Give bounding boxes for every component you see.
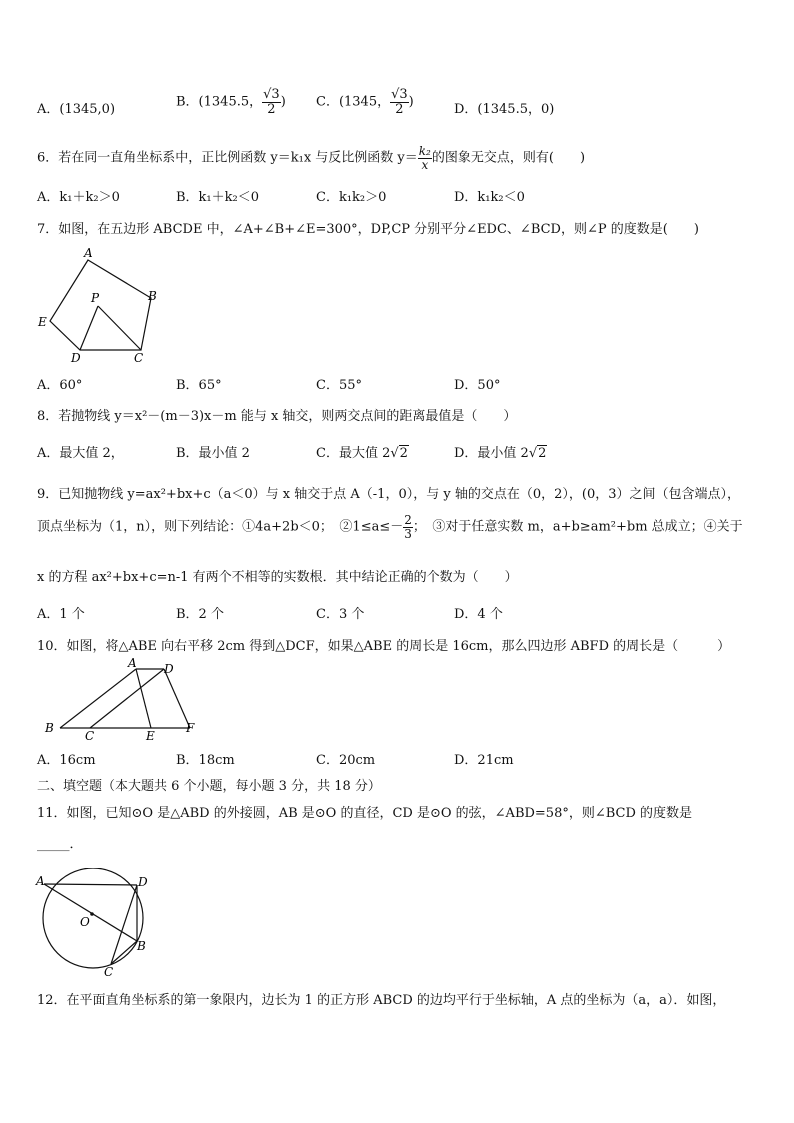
q11-center-point xyxy=(90,912,94,916)
q5-option-c xyxy=(316,88,414,116)
q10-option-a: A．16cm xyxy=(37,753,96,768)
q10-label-d: D xyxy=(164,662,174,676)
q8-option-b: B．最小值 2 xyxy=(176,446,250,461)
q11-stem: 11．如图，已知⊙O 是△ABD 的外接圆，AB 是⊙O 的直径，CD 是⊙O 的弦，∠ABD=58°，则∠BCD 的度数是 xyxy=(37,806,693,821)
q11-label-o: O xyxy=(80,915,90,929)
q6-option-c: C．k₁k₂＞0 xyxy=(316,190,387,205)
q5-option-b-suffix: ) xyxy=(280,94,286,110)
q7-option-a: A．60° xyxy=(37,378,83,393)
q9-line-2 xyxy=(37,514,743,540)
q9-option-c: C．3 个 xyxy=(316,607,365,622)
q9-option-a: A．1 个 xyxy=(37,607,85,622)
q6-option-b: B．k₁＋k₂＜0 xyxy=(176,190,260,205)
q5-option-d: D．(1345.5，0) xyxy=(454,102,555,117)
q5-option-b-prefix: B．(1345.5， xyxy=(176,94,263,110)
q7-pentagon xyxy=(50,260,151,350)
q9-option-b: B．2 个 xyxy=(176,607,224,622)
q11-circle-figure xyxy=(34,868,156,978)
q10-segment-cd xyxy=(90,669,164,728)
q6-fraction xyxy=(418,145,432,171)
q9-fraction-numerator: 2 xyxy=(404,513,412,527)
q7-segment-dp xyxy=(80,306,98,350)
q5-option-b xyxy=(176,88,286,116)
q5-option-c-fraction xyxy=(390,88,409,116)
q10-label-f: F xyxy=(186,721,195,735)
q7-label-a: A xyxy=(84,246,93,260)
q11-answer-blank: _____． xyxy=(37,837,83,852)
q5-option-c-denominator: 2 xyxy=(395,101,404,117)
q11-label-c: C xyxy=(104,965,114,978)
q8-option-a: A．最大值 2， xyxy=(37,446,124,461)
q5-option-a: A．(1345,0) xyxy=(37,102,116,117)
q5-option-c-prefix: C．(1345， xyxy=(316,94,391,110)
q10-option-c: C．20cm xyxy=(316,753,376,768)
q11-label-d: D xyxy=(138,875,148,889)
q9-option-d: D．4 个 xyxy=(454,607,503,622)
q11-segment-ad xyxy=(44,884,137,885)
q7-option-b: B．65° xyxy=(176,378,222,393)
q11-label-b: B xyxy=(137,939,146,953)
q10-option-b: B．18cm xyxy=(176,753,235,768)
q10-option-d: D．21cm xyxy=(454,753,514,768)
q5-option-c-suffix: ) xyxy=(408,94,414,110)
q7-option-c: C．55° xyxy=(316,378,362,393)
q5-option-c-numerator: √3 xyxy=(391,87,408,102)
q7-stem: 7．如图，在五边形 ABCDE 中，∠A+∠B+∠E=300°，DP,CP 分别平分∠EDC、∠BCD，则∠P 的度数是( ) xyxy=(37,222,699,237)
q5-option-b-fraction xyxy=(262,88,281,116)
q9-fraction-denominator: 3 xyxy=(404,526,412,541)
q8-option-d: D．最小值 2√2 xyxy=(454,446,547,461)
q6-fraction-numerator: k₂ xyxy=(418,144,431,158)
q9-fraction xyxy=(403,514,413,540)
q7-label-e: E xyxy=(38,315,47,329)
q10-label-c: C xyxy=(85,729,95,742)
q8-option-d-radicand: 2 xyxy=(538,446,547,461)
q9-line-2-suffix: ； ③对于任意实数 m，a+b≥am²+bm 总成立；④关于 xyxy=(412,519,743,535)
q10-segment-ab xyxy=(60,669,136,728)
q7-label-p: P xyxy=(91,291,100,305)
q7-pentagon-figure xyxy=(34,246,164,364)
q6-stem-suffix: 的图象无交点，则有( ) xyxy=(431,150,586,166)
q6-stem-prefix: 6．若在同一直角坐标系中，正比例函数 y＝k₁x 与反比例函数 y＝ xyxy=(37,150,418,166)
q11-circle-o xyxy=(43,868,143,968)
q7-segment-cp xyxy=(98,306,141,350)
q8-option-c: C．最大值 2√2 xyxy=(316,446,408,461)
q10-segment-df xyxy=(164,669,190,728)
q5-option-b-numerator: √3 xyxy=(263,87,280,102)
q10-label-e: E xyxy=(146,729,155,742)
q8-option-c-radicand: 2 xyxy=(399,446,408,461)
q10-label-b: B xyxy=(45,721,54,735)
q8-option-d-prefix: D．最小值 2 xyxy=(454,446,529,461)
q12-stem: 12．在平面直角坐标系的第一象限内，边长为 1 的正方形 ABCD 的边均平行于坐标轴，A 点的坐标为（a，a）．如图， xyxy=(37,993,726,1008)
q9-line-3: x 的方程 ax²+bx+c=n-1 有两个不相等的实数根．其中结论正确的个数为（ ） xyxy=(37,570,518,585)
q5-option-b-denominator: 2 xyxy=(267,101,276,117)
q8-option-c-prefix: C．最大值 2 xyxy=(316,446,391,461)
q6-option-a: A．k₁＋k₂＞0 xyxy=(37,190,120,205)
section-2-title: 二、填空题（本大题共 6 个小题，每小题 3 分，共 18 分） xyxy=(37,779,381,794)
q7-label-d: D xyxy=(71,351,81,364)
q7-label-c: C xyxy=(134,351,144,364)
q10-label-a: A xyxy=(128,656,137,670)
q9-line-1: 9．已知抛物线 y=ax²+bx+c（a＜0）与 x 轴交于点 A（-1，0），与 y 轴的交点在（0，2），(0，3）之间（包含端点）， xyxy=(37,487,740,502)
q6-option-d: D．k₁k₂＜0 xyxy=(454,190,525,205)
q11-label-a: A xyxy=(36,874,45,888)
q10-translation-figure xyxy=(40,656,200,742)
q11-diameter-ab xyxy=(44,884,137,941)
q10-segment-ae xyxy=(136,669,151,728)
q10-stem: 10．如图，将△ABE 向右平移 2cm 得到△DCF，如果△ABE 的周长是 16cm，那么四边形 ABFD 的周长是（ ） xyxy=(37,639,731,654)
q7-option-d: D．50° xyxy=(454,378,501,393)
q6-stem xyxy=(37,145,585,171)
q8-stem: 8．若抛物线 y＝x²－(m－3)x－m 能与 x 轴交，则两交点间的距离最值是（ ） xyxy=(37,409,517,424)
q6-fraction-denominator: x xyxy=(421,157,429,172)
q9-line-2-prefix: 顶点坐标为（1，n），则下列结论：①4a+2b＜0； ②1≤a≤－ xyxy=(37,519,404,535)
q7-label-b: B xyxy=(148,289,157,303)
